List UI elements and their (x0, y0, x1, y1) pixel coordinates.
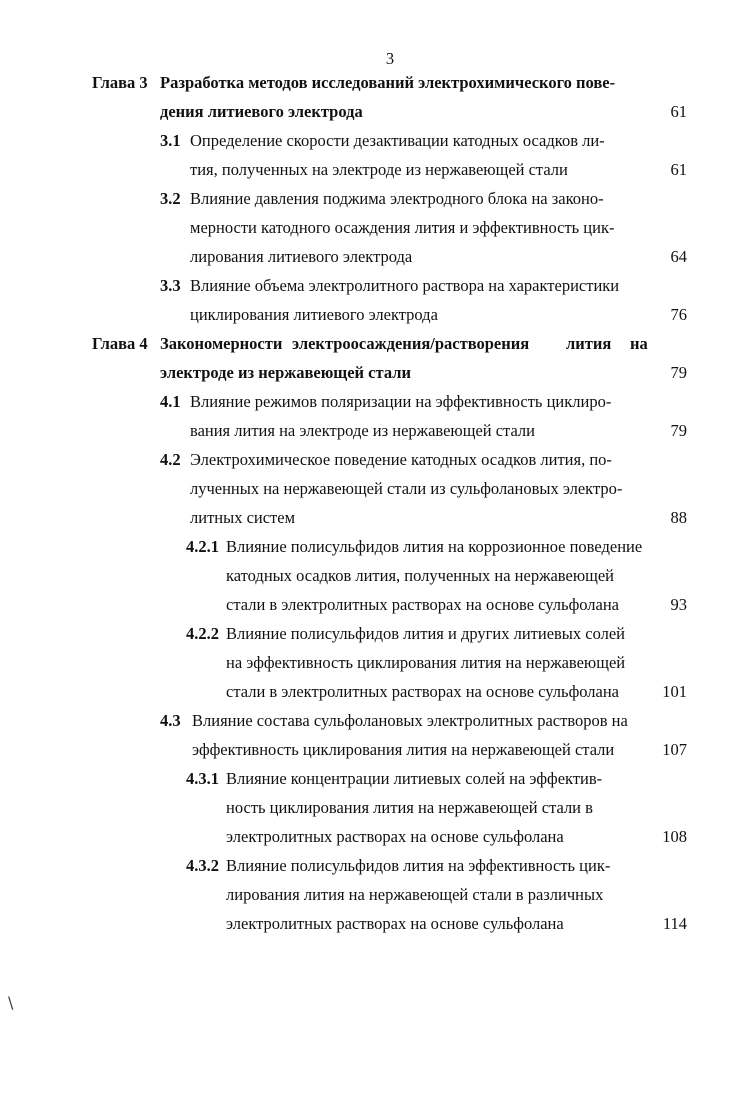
subsection-title-line: Влияние полисульфидов лития на коррозионное поведение (226, 537, 643, 556)
chapter-title-word: лития (566, 334, 612, 353)
subsection-title-line: Влияние полисульфидов лития и других литиевых солей (226, 624, 626, 643)
page-ref: 107 (662, 740, 687, 759)
toc-entry-4-2-2 (0, 619, 733, 648)
scan-mark: \ (8, 993, 14, 1012)
page-ref: 76 (670, 305, 687, 324)
subsection-title-line: стали в электролитных растворах на основе сульфолана (226, 595, 620, 614)
subsection-number: 4.3.1 (186, 769, 219, 788)
section-number: 4.1 (160, 392, 181, 411)
section-title-line: эффективность циклирования лития на нержавеющей стали (192, 740, 615, 759)
section-title-line: Определение скорости дезактивации катодных осадков ли- (190, 131, 605, 150)
toc-entry-4-3-1 (0, 764, 733, 793)
subsection-title-line: стали в электролитных растворах на основе сульфолана (226, 682, 620, 701)
section-number: 3.2 (160, 189, 181, 208)
section-title-line: лученных на нержавеющей стали из сульфолановых электро- (190, 479, 623, 498)
section-number: 4.2 (160, 450, 181, 469)
subsection-title-line: электролитных растворах на основе сульфолана (226, 914, 564, 933)
section-title-line: Электрохимическое поведение катодных осадков лития, по- (190, 450, 612, 469)
section-title-line: Влияние давления поджима электродного блока на законо- (190, 189, 604, 208)
page-ref: 61 (670, 160, 687, 179)
toc-entry-3-3 (0, 271, 733, 300)
toc-entry-4-3 (0, 706, 733, 735)
section-title-line: Влияние состава сульфолановых электролитных растворов на (192, 711, 628, 730)
toc-entry-chapter-4 (0, 329, 733, 358)
chapter-label: Глава 3 (92, 73, 148, 92)
chapter-title-line: дения литиевого электрода (160, 102, 363, 121)
section-title-line: литных систем (190, 508, 296, 527)
subsection-title-line: электролитных растворах на основе сульфолана (226, 827, 564, 846)
page-ref: 61 (670, 102, 687, 121)
toc-entry-3-1 (0, 126, 733, 155)
toc-entry-4-2 (0, 445, 733, 474)
page-ref: 79 (670, 421, 687, 440)
page-ref: 88 (670, 508, 687, 527)
subsection-title-line: Влияние концентрации литиевых солей на эффектив- (226, 769, 603, 788)
table-of-contents (0, 68, 733, 938)
page-ref: 108 (662, 827, 687, 846)
section-title-line: мерности катодного осаждения лития и эффективность цик- (190, 218, 615, 237)
chapter-title-word: электроосаждения/растворения (292, 334, 530, 353)
section-title-line: Влияние объема электролитного раствора на характеристики (190, 276, 620, 295)
section-title-line: циклирования литиевого электрода (190, 305, 438, 324)
chapter-title-word: Закономерности (160, 334, 283, 353)
page-ref: 114 (662, 914, 687, 933)
toc-entry-4-1 (0, 387, 733, 416)
page-ref: 101 (662, 682, 687, 701)
page-ref: 64 (670, 247, 687, 266)
section-title-line: Влияние режимов поляризации на эффективность циклиро- (190, 392, 612, 411)
section-title-line: вания лития на электроде из нержавеющей стали (190, 421, 535, 440)
section-title-line: лирования литиевого электрода (190, 247, 413, 266)
section-number: 3.1 (160, 131, 181, 150)
subsection-title-line: ность циклирования лития на нержавеющей стали в (226, 798, 593, 817)
chapter-title-word: на (630, 334, 648, 353)
section-number: 4.3 (160, 711, 181, 730)
subsection-title-line: Влияние полисульфидов лития на эффективность цик- (226, 856, 611, 875)
subsection-title-line: лирования лития на нержавеющей стали в различных (226, 885, 604, 904)
toc-entry-3-2 (0, 184, 733, 213)
chapter-title-line: электроде из нержавеющей стали (160, 363, 411, 382)
chapter-label: Глава 4 (92, 334, 148, 353)
toc-entry-4-2-1 (0, 532, 733, 561)
subsection-number: 4.3.2 (186, 856, 219, 875)
subsection-number: 4.2.1 (186, 537, 219, 556)
section-title-line: тия, полученных на электроде из нержавеющей стали (190, 160, 568, 179)
toc-entry-4-3-2 (0, 851, 733, 880)
chapter-title-line: Разработка методов исследований электрохимического пове- (160, 73, 616, 92)
page-ref: 79 (670, 363, 687, 382)
section-number: 3.3 (160, 276, 181, 295)
subsection-number: 4.2.2 (186, 624, 219, 643)
page-ref: 93 (670, 595, 687, 614)
toc-entry-chapter-3 (0, 68, 733, 97)
subsection-title-line: на эффективность циклирования лития на нержавеющей (226, 653, 626, 672)
page-number: 3 (385, 49, 395, 68)
subsection-title-line: катодных осадков лития, полученных на нержавеющей (226, 566, 615, 585)
